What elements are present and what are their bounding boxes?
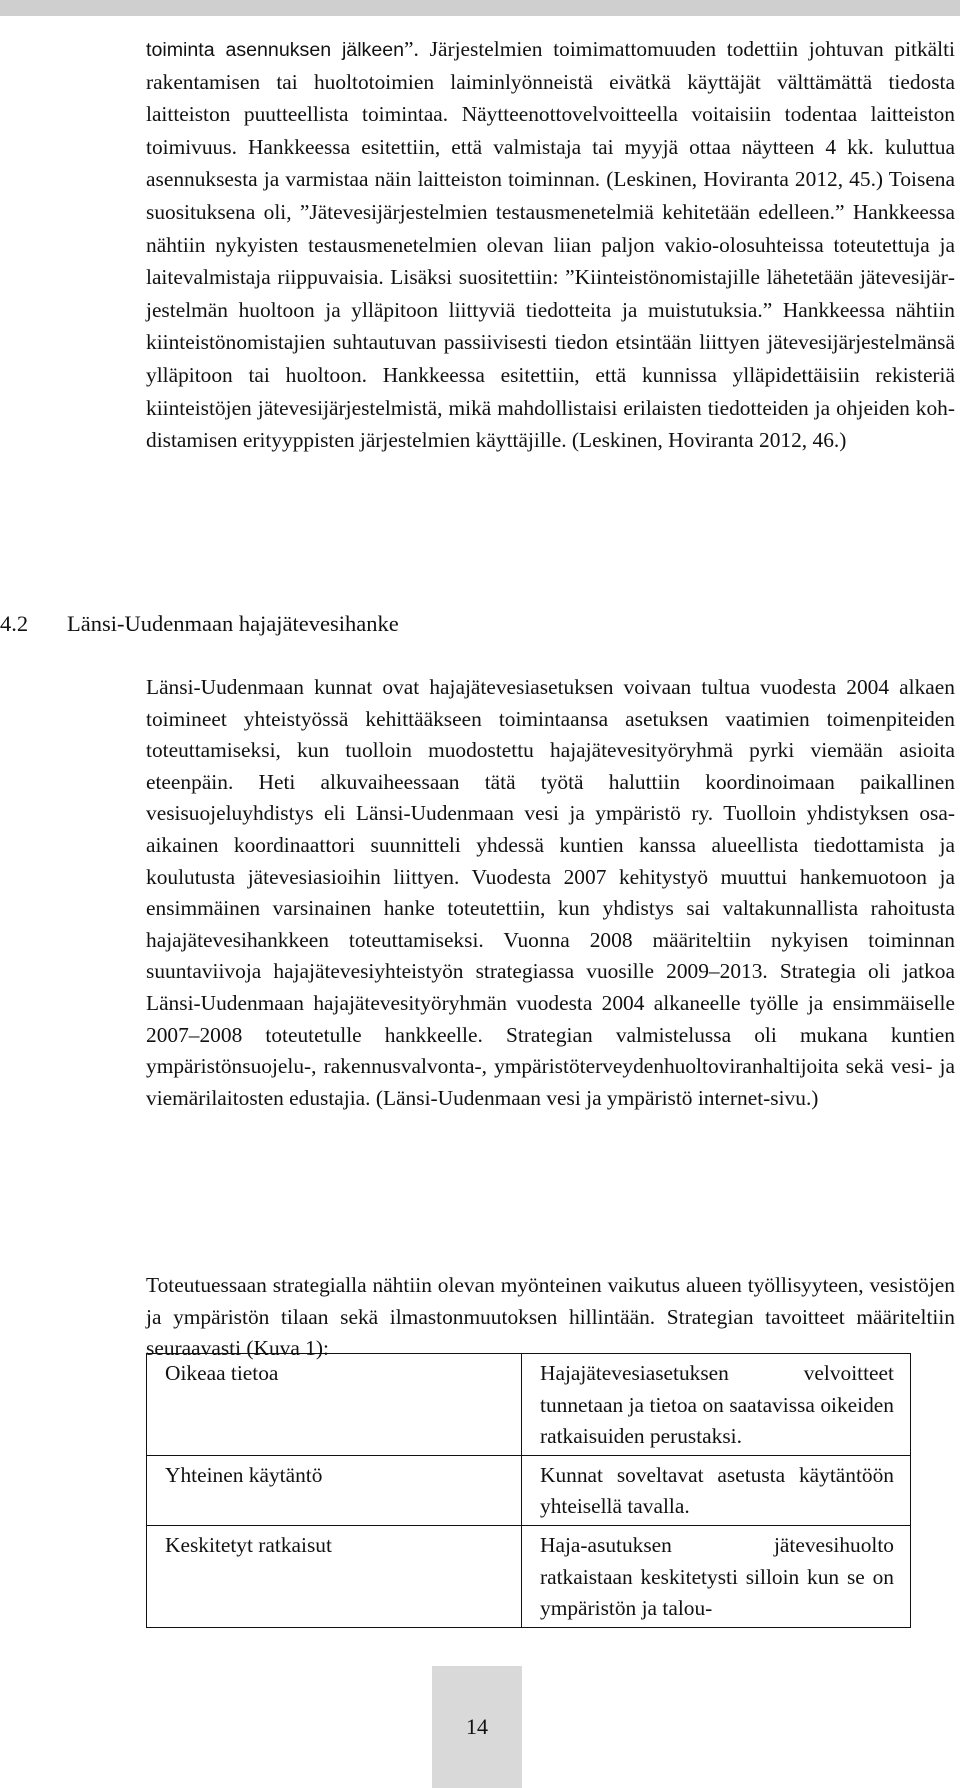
table-row — [147, 1455, 911, 1525]
paragraph-1-text-4: Hankkeessa nähtiin nykyisten testausmenetelmien olevan liian paljon vakio-olosuhteissa toteutettuja ja laitevalmistaja riippuvaisia. Lisäksi suositettiin: — [146, 199, 955, 290]
paragraph-1 — [146, 34, 955, 458]
top-scroll-strip — [0, 0, 960, 16]
page-number: 14 — [432, 1666, 522, 1788]
section-heading — [0, 609, 399, 639]
section-title: Länsi-Uudenmaan hajajätevesihanke — [67, 611, 399, 636]
paragraph-1-part-1: toiminta asennuksen jälkeen — [146, 39, 405, 61]
quoted-recommendation-2: Kiinteistönomistajille lähetetään jätevesijärjestelmän huoltoon ja ylläpitoon liittyviä tiedotteita ja muistutuksia. — [146, 265, 955, 322]
table-row — [147, 1354, 911, 1456]
strategy-goals-table — [146, 1353, 911, 1628]
goal-cell: Oikeaa tietoa — [147, 1354, 522, 1456]
description-cell: Kunnat soveltavat asetusta käytäntöön yhteisellä tavalla. — [522, 1455, 911, 1525]
quoted-recommendation-1: Jätevesijärjestelmien testausmenetelmiä kehitetään edelleen. — [309, 199, 836, 224]
goal-cell: Keskitetyt ratkaisut — [147, 1525, 522, 1627]
section-number: 4.2 — [0, 611, 29, 636]
closing-quote: ” — [404, 37, 414, 61]
paragraph-1-part-2: ”. Järjestelmien toimimattomuuden todettiin johtuvan pitkälti rakentamisen tai huoltotoimien laiminlyönneistä eivätkä käyttäjät välttämättä tiedosta laitteiston puutteellista toimintaa. Näytteenottovelvoitteella voitaisiin todentaa laitteiston toimivuus. Hankkeessa esitettiin, että valmistaja tai myyjä ottaa näytteen 4 kk. kuluttua asennuksesta ja varmistaa näin laitteiston toiminnan. (Leskinen, Hoviranta 2012, 45.) Toisena suosituksena oli, ”Jätevesijärjestelmien testausmenetelmiä kehitetään edelleen.” Hankkeessa nähtiin nykyisten testausmenetelmien olevan liian paljon vakio-olosuhteissa toteutettuja ja laitevalmistaja riippuvaisia. Lisäksi suositettiin: ”Kiinteistönomistajille lähetetään jätevesijärjestelmän huoltoon ja ylläpitoon liittyviä tiedotteita ja muistutuksia.” Hankkeessa nähtiin kiinteistönomistajien suhtautuvan passiivisesti tiedon etsintään liittyen jätevesijärjestelmänsä ylläpitoon tai huoltoon. Hankkeessa esitettiin, että kunnissa ylläpidettäisiin rekisteriä kiinteistöjen jätevesijärjestelmistä, mikä mahdollistaisi erilaisten tiedotteiden ja ohjeiden kohdistamisen erityyppisten järjestelmien käyttäjille. (Leskinen, Hoviranta 2012, 46.) — [146, 37, 955, 453]
paragraph-1-text-2: . Järjestelmien toimimattomuuden todettiin johtuvan pitkälti rakentamisen tai huoltotoimien laiminlyönneistä eivätkä käyttäjät välttämättä tiedosta laitteiston puutteellista toimintaa. Näytteenottovelvoitteella voitaisiin todentaa laitteiston toimivuus. Hankkeessa esitettiin, että valmistaja tai myyjä ottaa näytteen 4 kk. kuluttua asennuksesta ja varmistaa näin laitteiston toiminnan. (Leskinen, Hoviranta 2012, 45.) Toisena suosituksena oli, — [146, 37, 955, 224]
description-cell: Haja-asutuksen jätevesihuolto ratkaistaan keskitetysti silloin kun se on ympäristön ja talou- — [522, 1525, 911, 1627]
description-cell: Hajajätevesiasetuksen velvoitteet tunnetaan ja tietoa on saatavissa oikeiden ratkaisuiden perustaksi. — [522, 1354, 911, 1456]
paragraph-2: Länsi-Uudenmaan kunnat ovat hajajätevesiasetuksen voivaan tultua vuodesta 2004 alkaen toimineet yhteistyössä kehittääkseen toimintaansa asetuksen vaatimien toimenpiteiden toteuttamiseksi, kun tuolloin muodostettu hajajätevesityöryhmä pyrki viemään asioita eteenpäin. Heti alkuvaiheessaan tätä työtä haluttiin koordinoimaan paikallinen vesisuojeluyhdistys eli Länsi-Uudenmaan vesi ja ympäristö ry. Tuolloin yhdistyksen osa-aikainen koordinaattori suunnitteli yhdessä kuntien kanssa alueellista tiedottamista ja koulutusta jätevesiasioihin liittyen. Vuodesta 2007 kehitystyö muuttui hankemuotoon ja ensimmäinen varsinainen hanke toteutettiin, kun yhdistys sai valtakunnallista rahoitusta hajajätevesihankkeen toteuttamiseksi. Vuonna 2008 määriteltiin nykyisen toiminnan suuntaviivoja hajajätevesiyhteistyön strategiassa vuosille 2009–2013. Strategia oli jatkoa Länsi-Uudenmaan hajajätevesityöryhmän vuodesta 2004 alkaneelle työlle ja ensimmäiselle 2007–2008 toteutetulle hankkeelle. Strategian valmistelussa oli mukana kuntien ympäristönsuojelu-, rakennusvalvonta-, ympäristöterveydenhuoltoviranhaltijoita sekä vesi- ja viemärilaitosten edustajia. (Länsi-Uudenmaan vesi ja ympäristö internet-sivu.) — [146, 675, 955, 1110]
table-row — [147, 1525, 911, 1627]
paragraph-3: Toteutuessaan strategialla nähtiin olevan myönteinen vaikutus alueen työllisyyteen, vesistöjen ja ympäristön tilaan sekä ilmastonmuutoksen hillintään. Strategian tavoitteet määriteltiin seuraavasti (Kuva 1): — [146, 1273, 955, 1361]
goal-cell: Yhteinen käytäntö — [147, 1455, 522, 1525]
paragraph-1-text-6: Hankkeessa nähtiin kiinteistönomistajien suhtautuvan passiivisesti tiedon etsintään liittyen jätevesijärjestelmänsä ylläpitoon tai huoltoon. Hankkeessa esitettiin, että kunnissa ylläpidettäisiin rekisteriä kiinteistöjen jätevesijärjestelmistä, mikä mahdollistaisi erilaisten tiedotteiden ja ohjeiden kohdistamisen erityyppisten järjestelmien käyttäjille. (Leskinen, Hoviranta 2012, 46.) — [146, 297, 955, 453]
